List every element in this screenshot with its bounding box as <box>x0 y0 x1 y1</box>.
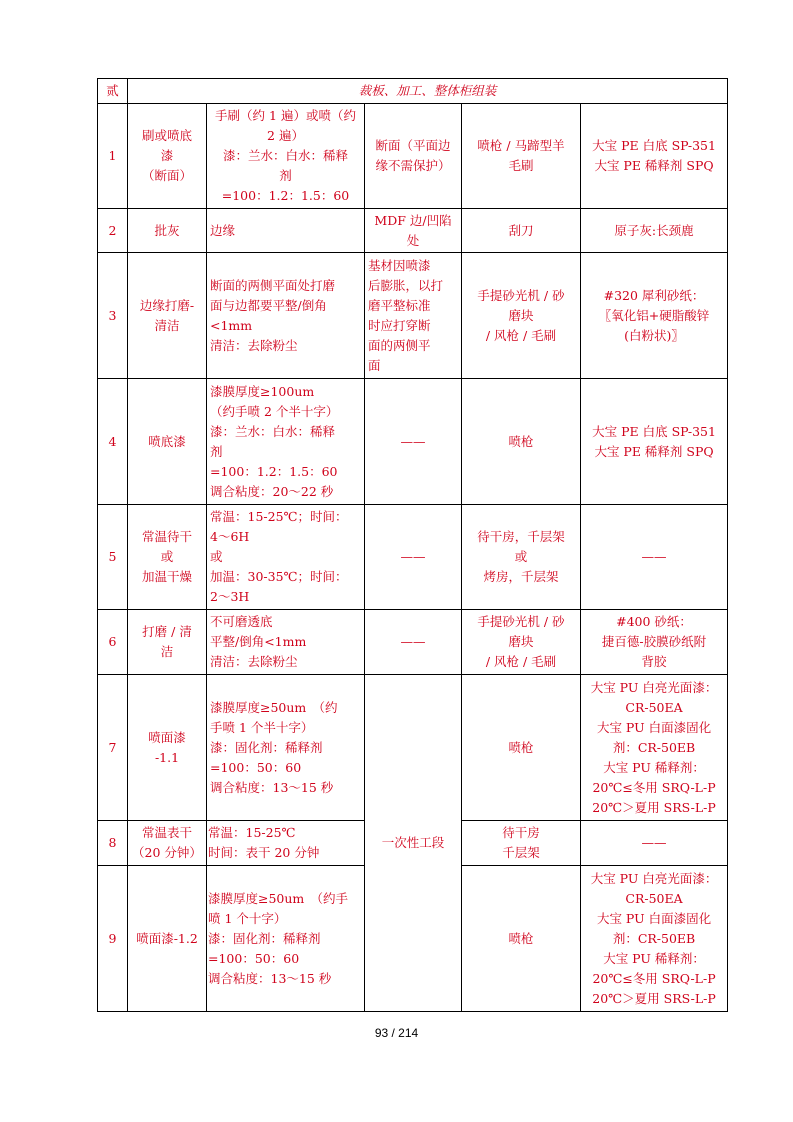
tool: 喷枪 <box>462 379 581 505</box>
process-requirement: 手刷（约 1 遍）或喷（约 2 遍） 漆：兰水：白水：稀释 剂 =100：1.2：1.5：60 <box>207 104 365 209</box>
section-number: 贰 <box>98 79 128 104</box>
process-requirement: 漆膜厚度≥100um （约手喷 2 个半十字） 漆：兰水：白水：稀释 剂 =100：1.2：1.5：60 调合粘度：20～22 秒 <box>207 379 365 505</box>
process-requirement: 边缘 <box>207 209 365 253</box>
row-number: 9 <box>98 866 128 1012</box>
material: —— <box>581 821 728 866</box>
tool: 手提砂光机 / 砂 磨块 / 风枪 / 毛刷 <box>462 253 581 379</box>
process-name: 刷或喷底 漆 （断面） <box>128 104 207 209</box>
material: 大宝 PU 白亮光面漆： CR-50EA 大宝 PU 白面漆固化 剂：CR-50EB 大宝 PU 稀释剂： 20℃≤冬用 SRQ-L-P 20℃＞夏用 SRS-L-P <box>581 675 728 821</box>
process-table <box>97 78 728 1012</box>
table-row <box>98 104 728 209</box>
material: —— <box>581 505 728 610</box>
row-number: 6 <box>98 610 128 675</box>
tool: 喷枪 <box>462 675 581 821</box>
process-name: 喷面漆-1.2 <box>128 866 207 1012</box>
work-position: —— <box>365 379 462 505</box>
process-name: 批灰 <box>128 209 207 253</box>
process-requirement: 不可磨透底 平整/倒角<1mm 清洁：去除粉尘 <box>207 610 365 675</box>
table-row <box>98 209 728 253</box>
work-position: —— <box>365 505 462 610</box>
process-name: 常温表干 （20 分钟） <box>128 821 207 866</box>
tool: 喷枪 <box>462 866 581 1012</box>
tool: 待干房 千层架 <box>462 821 581 866</box>
section-header-row <box>98 79 728 104</box>
process-name: 喷底漆 <box>128 379 207 505</box>
process-name: 边缘打磨- 清洁 <box>128 253 207 379</box>
material: 原子灰:长颈鹿 <box>581 209 728 253</box>
row-number: 4 <box>98 379 128 505</box>
tool: 刮刀 <box>462 209 581 253</box>
table-row <box>98 253 728 379</box>
table-row <box>98 675 728 821</box>
material: 大宝 PU 白亮光面漆： CR-50EA 大宝 PU 白面漆固化 剂：CR-50EB 大宝 PU 稀释剂： 20℃≤冬用 SRQ-L-P 20℃＞夏用 SRS-L-P <box>581 866 728 1012</box>
tool: 喷枪 / 马蹄型羊 毛刷 <box>462 104 581 209</box>
row-number: 7 <box>98 675 128 821</box>
section-title: 裁板、加工、整体柜组装 <box>128 79 728 104</box>
process-name: 常温待干 或 加温干燥 <box>128 505 207 610</box>
row-number: 5 <box>98 505 128 610</box>
work-position: 断面（平面边 缘不需保护） <box>365 104 462 209</box>
tool: 手提砂光机 / 砂 磨块 / 风枪 / 毛刷 <box>462 610 581 675</box>
table-row <box>98 379 728 505</box>
work-position: 基材因喷漆 后膨胀，以打 磨平整标准 时应打穿断 面的两侧平 面 <box>365 253 462 379</box>
process-requirement: 漆膜厚度≥50um （约 手喷 1 个半十字） 漆：固化剂：稀释剂 =100：50：60 调合粘度：13～15 秒 <box>207 675 365 821</box>
table-row <box>98 505 728 610</box>
material: #320 犀利砂纸： 〖氧化铝+硬脂酸锌 (白粉状)〗 <box>581 253 728 379</box>
process-name: 喷面漆 -1.1 <box>128 675 207 821</box>
row-number: 3 <box>98 253 128 379</box>
row-number: 8 <box>98 821 128 866</box>
page-number: 93 / 214 <box>374 1026 419 1040</box>
work-position-merged: 一次性工段 <box>365 675 462 1012</box>
tool: 待干房，千层架 或 烤房，千层架 <box>462 505 581 610</box>
process-requirement: 常温：15-25℃；时间： 4～6H 或 加温：30-35℃；时间： 2～3H <box>207 505 365 610</box>
row-number: 2 <box>98 209 128 253</box>
material: 大宝 PE 白底 SP-351 大宝 PE 稀释剂 SPQ <box>581 379 728 505</box>
material: 大宝 PE 白底 SP-351 大宝 PE 稀释剂 SPQ <box>581 104 728 209</box>
table-row <box>98 610 728 675</box>
row-number: 1 <box>98 104 128 209</box>
process-requirement: 漆膜厚度≥50um （约手 喷 1 个十字） 漆：固化剂：稀释剂 =100：50：60 调合粘度：13～15 秒 <box>207 866 365 1012</box>
process-requirement: 常温：15-25℃ 时间：表干 20 分钟 <box>207 821 365 866</box>
process-name: 打磨 / 清 洁 <box>128 610 207 675</box>
process-requirement: 断面的两侧平面处打磨 面与边都要平整/倒角 <1mm 清洁：去除粉尘 <box>207 253 365 379</box>
work-position: MDF 边/凹陷 处 <box>365 209 462 253</box>
material: #400 砂纸： 捷百德-胶膜砂纸附 背胶 <box>581 610 728 675</box>
work-position: —— <box>365 610 462 675</box>
